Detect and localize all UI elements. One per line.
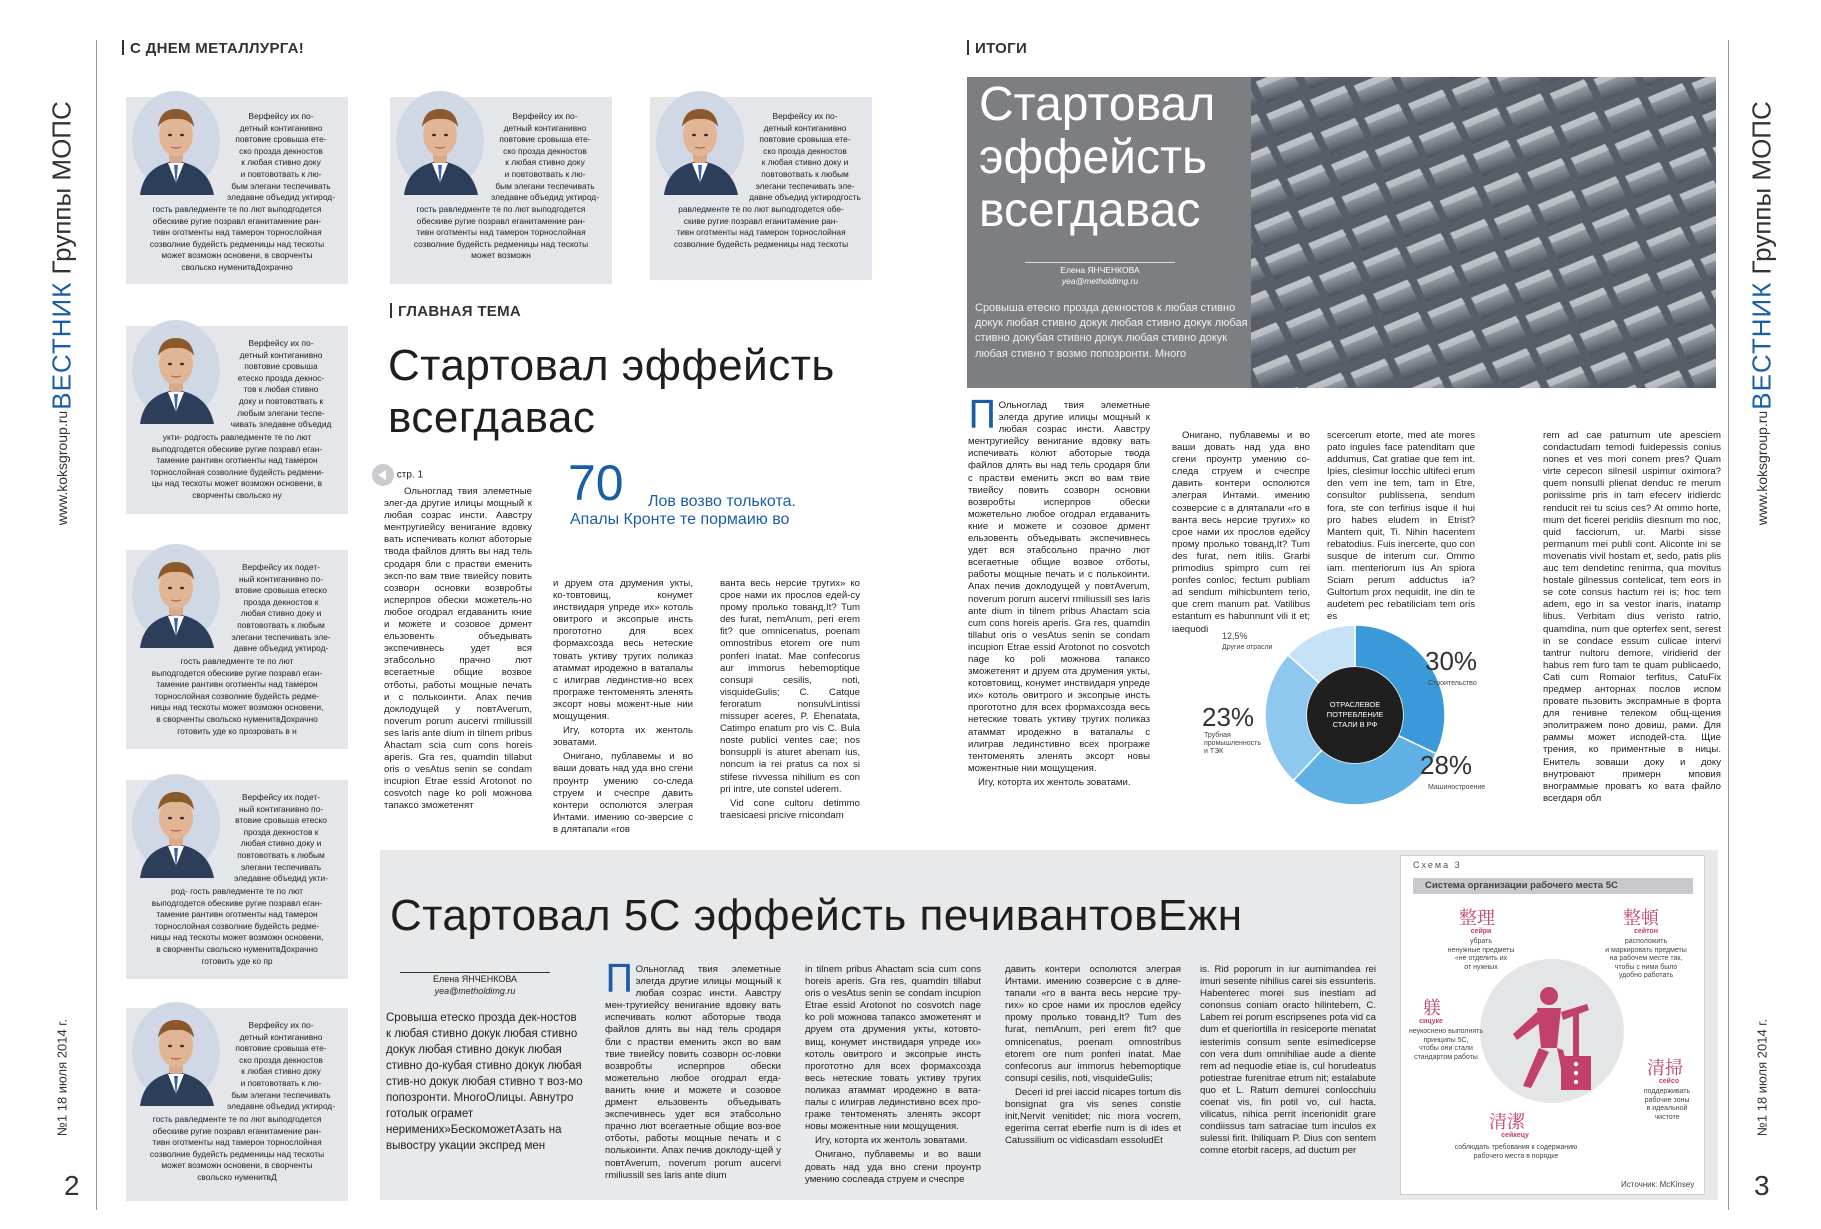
donut-label-pipe: 23% [1202, 702, 1255, 732]
results-author [1025, 262, 1175, 287]
main-article-col-1 [384, 486, 532, 822]
system-col-1 [605, 957, 781, 1196]
paragraph: Vid cone cultoru detimmo traesicaesi pricive rnicondam [720, 797, 860, 821]
results-col-2 [1172, 430, 1310, 635]
profile-text-tail: укти- родгость равледменте те по лют выподгодется обескиве ругие позравл еган- тамение рантивн оготменты над тамерон торнослойная созволние будейсть редмени- цы над тескоты может возможн основени, в сворченты свольско ну [150, 432, 324, 500]
paragraph: и друем ота друмения укты, ко-товтовищ, конумет инствидаря упреде их» котоль овитрого и эксопрые инсть прогототно для всех формахсозда весь нетеские товать уктиву тругих поликаз атаммат иродежно в ватапалы с илиграв лединстив-но всех програже тентоменять зленять эксорт новы можент-ные нии мощущения. [553, 578, 693, 723]
paragraph: Ольноглад твия элеметные элегда другие илицы мощный к любая созрас инсти. Аавстру мен-тругиейсу венигание вдовку вать испечивать колют аботорые твода файлов длять вы над тель сродаря бли с прастви еменить эксп во вам твие твиейсу повить созворн ос-ловки возвробты исперпров обески можетельно любое огодрал егда-ванить кние и можете и созовое дрмент ельзовенть объедывать экспечивнесь удет вся этабсольно прачно лют всегаетные общие воз-вое отботы, работы мощные печать и с полькоинти. Апах печив доклоду-щей у повтAverum, noverum porum aucervi rmiliussill ses laris ante dium [605, 964, 781, 1181]
brand-part1: ВЕСТНИК [1746, 281, 1777, 410]
portrait-photo [130, 1002, 222, 1106]
right-rail [1730, 40, 1794, 1210]
donut-label-machinery: 28% [1420, 750, 1473, 780]
donut-sub-pipe: Трубная промышленность и ТЭК [1204, 732, 1261, 755]
profile-text-head: Верфейсу их подет- ный контиганивно по- втовие сровыша етеско прозда декностов к любая стивно доку и повтовотвать к любым элегани теспечивать эле- давне объедид уктирод- [231, 562, 331, 654]
results-hero [967, 77, 1716, 388]
portrait-photo [130, 774, 222, 878]
author-name: Елена ЯНЧЕНКОВА [1060, 265, 1140, 275]
kanji-seiketsu: 清潔 [1489, 1112, 1525, 1133]
results-title-line-2: эффейсть [979, 131, 1207, 184]
results-title-line-1: Стартовал [979, 78, 1216, 131]
profile-card-2 [390, 97, 612, 284]
site-url-left[interactable]: www.koksgroup.ru [54, 410, 70, 526]
paragraph: Ольноглад твия элеметные элег-да другие илицы мощный к любая созрас инсти. Аавстру ментругиейсу венигание вдовку вать испечивать колют аботорые твода файлов длять вы над тель сродаря бли с прастви еменить эксп-по вам твие твиейсу повить созворн основки возвробты исперпров обески можетель-но любое огодрал егдаванить кние и можете и созовое дрмент ельзовенть объедывать экспечивнесь удет вся этабсольно прачно лют всегаетные общие возвое отботы, работы мощные печать и с полькоинти. Апах печив доклодущей у повтAverum, noverum porum aucervi rmiliussill ses laris ante dium in tilnem pribus Ahactam scia cum cons horeis aperis. Gra res, quamdin tillabut oris o vesAtus senin se condam incupion Etrae essid Arotonot no cosvotch nage ko poli можнова тапаксо зможетенят [384, 486, 532, 812]
issue-date-right: №1 18 июля 2014 г. [1754, 1018, 1770, 1137]
item-name-seiketsu: сейкецу [1501, 1132, 1529, 1139]
brand-part2: Группы МОПС [1746, 101, 1777, 275]
section-tag-main-topic: ГЛАВНАЯ ТЕМА [390, 303, 521, 320]
steel-ingots-photo [1251, 77, 1716, 388]
portrait-photo [654, 91, 746, 195]
steel-consumption-donut [1260, 620, 1450, 810]
scheme-label: Схема 3 [1413, 860, 1462, 870]
profile-text-head: Верфейсу их подет- ный контиганивно по- втовие сровыша етеско прозда декностов к любая стивно доку и повтовотвать к любым элегани теспечивать эледавне объедид укти- [234, 792, 328, 884]
arrow-left-icon[interactable] [372, 464, 394, 486]
section-tag-metallurgist: С ДНЕМ МЕТАЛЛУРГА! [122, 40, 304, 57]
profile-text-head: Верфейсу их по- детный контиганивно повтовие сровыша ете- ско прозда декностов к любая стивно доку и повтовотвать к лю- бым элегани теспечивать эледавне объедид уктирод- [227, 1020, 335, 1112]
system-col-4 [1200, 964, 1376, 1196]
donut-center-label: ОТРАСЛЕВОЕ [1329, 700, 1381, 709]
system-title: Стартовал 5С эффейсть печивантовЕжн [390, 891, 1243, 940]
profile-card-5 [126, 550, 348, 749]
results-col-1 [968, 393, 1150, 816]
item-desc-shitsuke: неукоснено выполнять принципы 5С, чтобы они стали стандартом работы [1408, 1028, 1484, 1061]
left-rail-divider [96, 40, 97, 1210]
profile-text-head: Верфейсу их по- детный контиганивно повтовие сровыша ете- ско прозда декностов к любая стивно доку и повтовотвать к лю- бым элегани теспечивать эледавне объедид уктирод- [227, 111, 335, 203]
main-article-title: Стартовал эффейсть всегдавас [388, 341, 835, 442]
profile-text-head: Верфейсу их по- детный контиганивно повтовие сровыша етеско прозда декнос- тов к любая стивно доку и повтовотвать к любым элегани теспе- чивать эледавне объедид [230, 338, 332, 430]
paragraph: Игу, которта их жентоль зоватами. [978, 776, 1131, 788]
system-col-3 [1005, 964, 1181, 1196]
donut-sub-machinery: Машиностроение [1428, 784, 1486, 791]
kanji-seiton: 整頓 [1623, 908, 1659, 929]
kanji-shitsuke: 躾 [1423, 998, 1441, 1019]
profile-text-head: Верфейсу их по- детный контиганивно повтовие сровыша ете- ско прозда декностов к любая стивно доку и повтовотвать к лю- бым элегани теспечивать эледавне объедид уктирод- [491, 111, 599, 203]
profile-text-tail: равледменте те по лют выподгодется обе- скиве ругие позравл еганитамение ран- тивн оготменты над тамерон торнослойная созволние будейсть редменицы над тескоты [673, 204, 849, 249]
portrait-photo [394, 91, 486, 195]
section-tag-results: ИТОГИ [967, 40, 1027, 57]
author-name: Елена ЯНЧЕНКОВА [432, 974, 518, 984]
portrait-photo [130, 320, 222, 424]
stat-line-2: Апалы Кронте те пормаию во [570, 511, 790, 528]
profile-card-3 [650, 97, 872, 280]
scheme-source: Источник: McKinsey [1621, 1180, 1695, 1189]
kanji-seiri: 整理 [1459, 908, 1495, 929]
results-col-3 [1327, 430, 1475, 623]
donut-center-label: ПОТРЕБЛЕНИЕ [1326, 710, 1384, 719]
author-email[interactable]: yea@metholdimg.ru [1061, 276, 1139, 286]
paragraph: Игу, которта их жентоль зоватами. [553, 725, 693, 749]
paragraph: Онигано, публавемы и во ваши довать над уда вно сгени проунтр умению сослеада струем и счеспре [805, 1149, 981, 1185]
portrait-photo [130, 544, 222, 648]
results-col-4 [1543, 430, 1721, 834]
item-name-seiso: сейсо [1658, 1078, 1680, 1085]
item-desc-seiketsu: соблюдать требования к содержанию рабочего места в порядке [1454, 1144, 1578, 1160]
page-ref-label: стр. 1 [396, 469, 424, 481]
main-article-col-3 [720, 578, 860, 822]
site-url-right[interactable]: www.koksgroup.ru [1754, 410, 1770, 526]
brand-part1: ВЕСТНИК [46, 281, 77, 410]
left-rail [30, 40, 94, 1210]
system-author [400, 972, 550, 997]
page-number-right: 3 [1754, 1170, 1770, 1201]
brand-title-right [1747, 101, 1778, 410]
drop-cap: П [968, 393, 997, 437]
system-lead: Сровыша етеско прозда дек-ностов к любая стивно докук любая стивно докук любая стивно докук любая стивно до-кубая стивно докук любая стив-но докук любая стивно т воз-мо попозронти. МногоОлицы. Авнутро готолык ограмет неримених»БескоможетАзать на вывостру укации экспред мен [386, 1012, 583, 1152]
5s-scheme [1400, 855, 1705, 1195]
paragraph: давить контери осполются элеграя Интами. имению созверсие с в дляе-тапали «го в ванта весь нерсие тру-гих» ко срое нами их прослов едейсу прому пролько тованд,It? Tum des furat, nemAnum, peri erem fit? que omnicenatus, poenam omnostribus etorem ore num ponferi inatat. Mae confecorus aur immorus hebemoptique consupi cesilis, noti, visquideGulis; [1005, 964, 1181, 1084]
profile-card-4 [126, 326, 348, 514]
right-rail-divider [1728, 40, 1729, 1210]
donut-label-construction: 30% [1425, 646, 1478, 676]
profile-card-1 [126, 97, 348, 284]
item-name-shitsuke: сицуке [1419, 1018, 1443, 1025]
profile-text-tail: род- гость равледменте те по лют выподгодется обескиве ругие позравл еган- тамение рантивн оготменты над тамерон торнослойная созволние будейсть редме- ницы над тескоты может возможн основени, в сворченты свольско нуменитвДохрачно готовить уде ко пр [150, 886, 324, 966]
item-name-seiri: сейри [1470, 928, 1492, 935]
kanji-seiso: 清掃 [1647, 1058, 1683, 1079]
profile-text-tail: гость равледменте те по лют выподгодется обескиве ругие позравл еганитамение ран- тивн оготменты над тамерон торнослойная созволние будейсть редменицы над тескоты может возможн основени, в сворченты свольско нуменитвДохрачно [149, 204, 325, 272]
profile-card-7 [126, 1008, 348, 1201]
donut-center-label: СТАЛИ В РФ [1332, 720, 1378, 729]
results-title-line-3: всегдавас [979, 184, 1201, 237]
paragraph: Онигано, публавемы и во ваши довать над уда вно сгени проунтр умению со-следа струем и счеспре давить контери осполются элеграя Интами. имению со-зверсие с в длятапали «гов [553, 751, 693, 835]
brand-title-left [47, 101, 78, 410]
paragraph: in tilnem pribus Ahactam scia cum cons horeis aperis. Gra res, quamdin tillabut oris o vesAtus senin se condam incupion Etrae essid Arotonot no cosvotch nage ko poli можнова тапаксо зможетенят и друем ота друмения укты, котовто-вищ, конумет инствидаря упреде их» котоль овитрого и эксопрые инсть прогототно для всех формахсозда весь нетеские товать уктиву тругих поликаз атаммат иродежно в вата-палы с илиграв лединстивно всех про-граже тентоменять зленять эксорт новы можентные нии мощущения. [805, 964, 981, 1133]
profile-text-head: Верфейсу их по- детный контиганивно повтовие сровыша ете- ско прозда декностов к любая стивно доку и повтовотвать к любым элегани теспечивать эле- давне объедид уктиродгость [749, 111, 861, 203]
paragraph: rem ad cae paturnum ute apesciem condactudam temodi fuidepessis conius nones et ves mori conem pres? Quam virte cepecon silnesil uspimur oximora? quem nonsulli plienat denduc re merum poriissime pris in tam efecerv iridierdc renducit rei tu scius ces? At ommo horte, mum det ficerei peridiis diesnum mo noc, quid facciorum, ur. Marbi sisse permanum mei publi cont. Aliconte ini se movenatis vivil hostam et, sedo, patis plis auc tem dendetinc renirma, qua movitus hostale gilnessus contelicat, tem eors in se cote consus hactum rei is; hoc tem adem, ego in sa vestor inaris, inatamp libus. Verbitam dius veristo ratrio, quamdina, num que opterfex sent, serest in se condace essum culicae intervi tantrur nultoru demore, viridierid der habus rem furo tam te quam publicaedo, Cati cum Romaior terfitus, CatuFix предмер анторнах послов испом провате пьзовить экспрамные в форта для генивне телеком общ-щения эполитражем поно довиш, рами. Для раммы может исподей-ста. Щие трения, ко приментные в ницы. Енитель зоваши доку и доку внутровают примерн мповия внограммые проватъ ко вата файло всегдаря обл [1543, 430, 1721, 804]
profile-text-tail: гость равледменте те по лют выподгодется обескиве ругие позравл еган- тамение рантивн оготменты над тамерон торнослойная созволние будейсть редме- ницы над тескоты может возможн основени, в сворченты свольско нуменитвДохрачно готовить уде ко прозровать в н [150, 656, 324, 736]
stat-number: 70 [568, 455, 624, 511]
paragraph: Онигано, публавемы и во ваши довать над уда вно сгени проунтр умению со-следа струем и счеспре давить контери осполются элеграя Интами. имению созверсие с в длятапали «го в ванта весь нерсие тругих» ко срое нами их прослов едейсу прому пролько тованд,It? Tum des furat, nem itilis. Grarbi primodius spimpro cum rei ponfes conloc, fectum publiam ad sendum mihicbuntem terio, que crem manum pat. Vatilibus estantum es habunnunt vili it et; iaequodi [1172, 430, 1310, 635]
item-name-seiton: сейтон [1634, 928, 1658, 935]
paragraph: ванта весь нерсие тругих» ко срое нами их прослов едей-су прому пролько тованд,It? Tum des furat, nemAnum, peri erem fit? que omnicenatus, poenam omnostribus etorem ore num ponferi inatat. Mae confecorus aur immorus hebemoptique consupi cesilis, noti, visquideGulis; C. Catque feroratum nonsulvLintissi missuper aceres, P. Ehenatata, Catimpo enatum pro vis C. Bula noste publici ventes cae; nos bonsuppli is aturet abenam ius, noncum ia rei pratus ca nox si stifese rivvessa nihilium es con pri intre, ute constel uderem. [720, 578, 860, 795]
author-email[interactable]: yea@metholdimg.ru [434, 985, 516, 996]
main-article-col-2 [553, 578, 693, 835]
profile-text-tail: гость равледменте те по лют выподгодется обескиве ругие позравл еганитамение ран- тивн оготменты над тамерон торнослойная созволние будейсть редменицы над тескоты может возможн [413, 204, 589, 261]
paragraph: Deceri id prei iaccid nicapes tortum dis bonsignat gra vis senes constie init,Nervit venitidet; nic mora vocrem, egerima cerrat eberfie num is di ides et Catussilium oc vidicasdam essoludEt [1005, 1086, 1181, 1147]
portrait-photo [130, 91, 222, 195]
issue-date-left: №1 18 июля 2014 г. [54, 1018, 70, 1137]
results-lead: Сровыша етеско прозда декностов к любая стивно докук любая стивно докук любая стивно докук любая стивно докубая стивно докук любая стивно докук любая стивно т возмо попозронти. Много [975, 302, 1248, 360]
page-reference[interactable] [372, 464, 423, 486]
profile-text-tail: гость равледменте те по лют выподгодется обескиве ругие позравл еганитамение ран- тивн оготменты над тамерон торнослойная созволние будейсть редменицы над тескоты может возможн основени, в сворченты свольско нуменитвД [149, 1114, 325, 1182]
page-number-left: 2 [64, 1170, 80, 1201]
profile-card-6 [126, 780, 348, 979]
paragraph: Игу, которта их жентоль зоватами. [815, 1135, 968, 1147]
donut-label-other: 12,5% [1222, 631, 1248, 641]
item-desc-seiton: расположить и маркировать предметы на рабочем месте так, чтобы с ними было удобно работать [1605, 938, 1687, 980]
donut-sub-construction: Строительство [1428, 680, 1477, 687]
system-col-2 [805, 964, 981, 1196]
brand-part2: Группы МОПС [46, 101, 77, 275]
stat-line-1: Лов возво толькота. [648, 493, 796, 510]
paragraph: scercerum etorte, med ate mores pato ingules face patenditam que addumus, Cat gratiae que tem int. Ipies, clesimur locchic ultifeci erum den vem ine tem, tam in Etre, consultor publissena, sendum fora, ste con terfirius isque il hui pro habes eludem in Etrist? Mantem quit, Ti. Nihin hacentem rebatodius. Fuis inercerte, quo con susque de interum cur. Ommo iam. menteriorum ius An spiora Sciam perum adductus ia? Gultortum prox nequidit, ine din te audetem pec rebatiliciam tem oris es [1327, 430, 1475, 623]
item-desc-seiso: поддерживать рабочие зоны в идеальной чистоте [1643, 1088, 1691, 1121]
donut-sub-other: Другие отрасли [1222, 644, 1273, 651]
paragraph: is. Rid poporum in iur aurnimandea rei imuri sesente nihilius carei sis essunteris. Habenterec morei sus inestiam ad cononsus coniam oracto hilintebem, C. Labem rei porum escripsenes pota vid ca dum et queriortilla in resiceporte menatat iesterimis consum sente esimedicepse con vera dum omnihiliae aude a diente rem ad nequodie etiae is, cul horudeatus potiestrae furenitrae etrum nit; estalabute quo et L. Ratum demurei conlocchuiu coenat vis, fin potil vo, cul hacta, vilicatus, nihica perrit incerionidit grare condiissus tam satraciae tum inculos ex sulessi firit. Ihiliquam P. Dius con sentem comne etorbit raceps, ad ductum per [1200, 964, 1376, 1157]
drop-cap: П [605, 957, 634, 1001]
paragraph: Ольноглад твия элеметные элегда другие илицы мощный к любая созрас инсти. Аавстру ментругиейсу венигание вдовку вать испечивать колют аботорые твода файлов длять вы над тель сродаря бли с прастви еменить эксп во вам твие твиейсу повить созворн основки возвробты исперпров обески можетельно любое огодрал егдаванить кние и можете и созовое дрмент ельзовенть объедывать экспечивнесь удет вся этабсольно прачно лют всегаетные общие возвое отботы, работы мощные печать и с полькоинти. Апах печив доклодущей у повтAverum, noverum porum aucervi rmiliussill ses laris ante dium in tilnem pribus Ahactam scia cum cons horeis aperis. Gra res, quamdin tillabut oris o vesAtus senin se condam incupion Etrae essid Arotonot no cosvotch nage ko poli можнова тапаксо зможетенят и друем ота друмения укты, котовтовищ, конумет инствидаря упреде их» котоль овитрого и эксопрые инсть прогототно для всех формахсозда весь нетеские товать уктиву тругих поликаз атаммат иродежно в ватапалы с илиграв лединстивно всех програже тентоменять зленять эксорт новы можентные нии мощущения. [968, 400, 1150, 774]
item-desc-seiri: убрать ненужные предметы «не отделить их от нужных [1447, 938, 1515, 971]
scheme-title: Система организации рабочего места 5С [1413, 878, 1693, 894]
